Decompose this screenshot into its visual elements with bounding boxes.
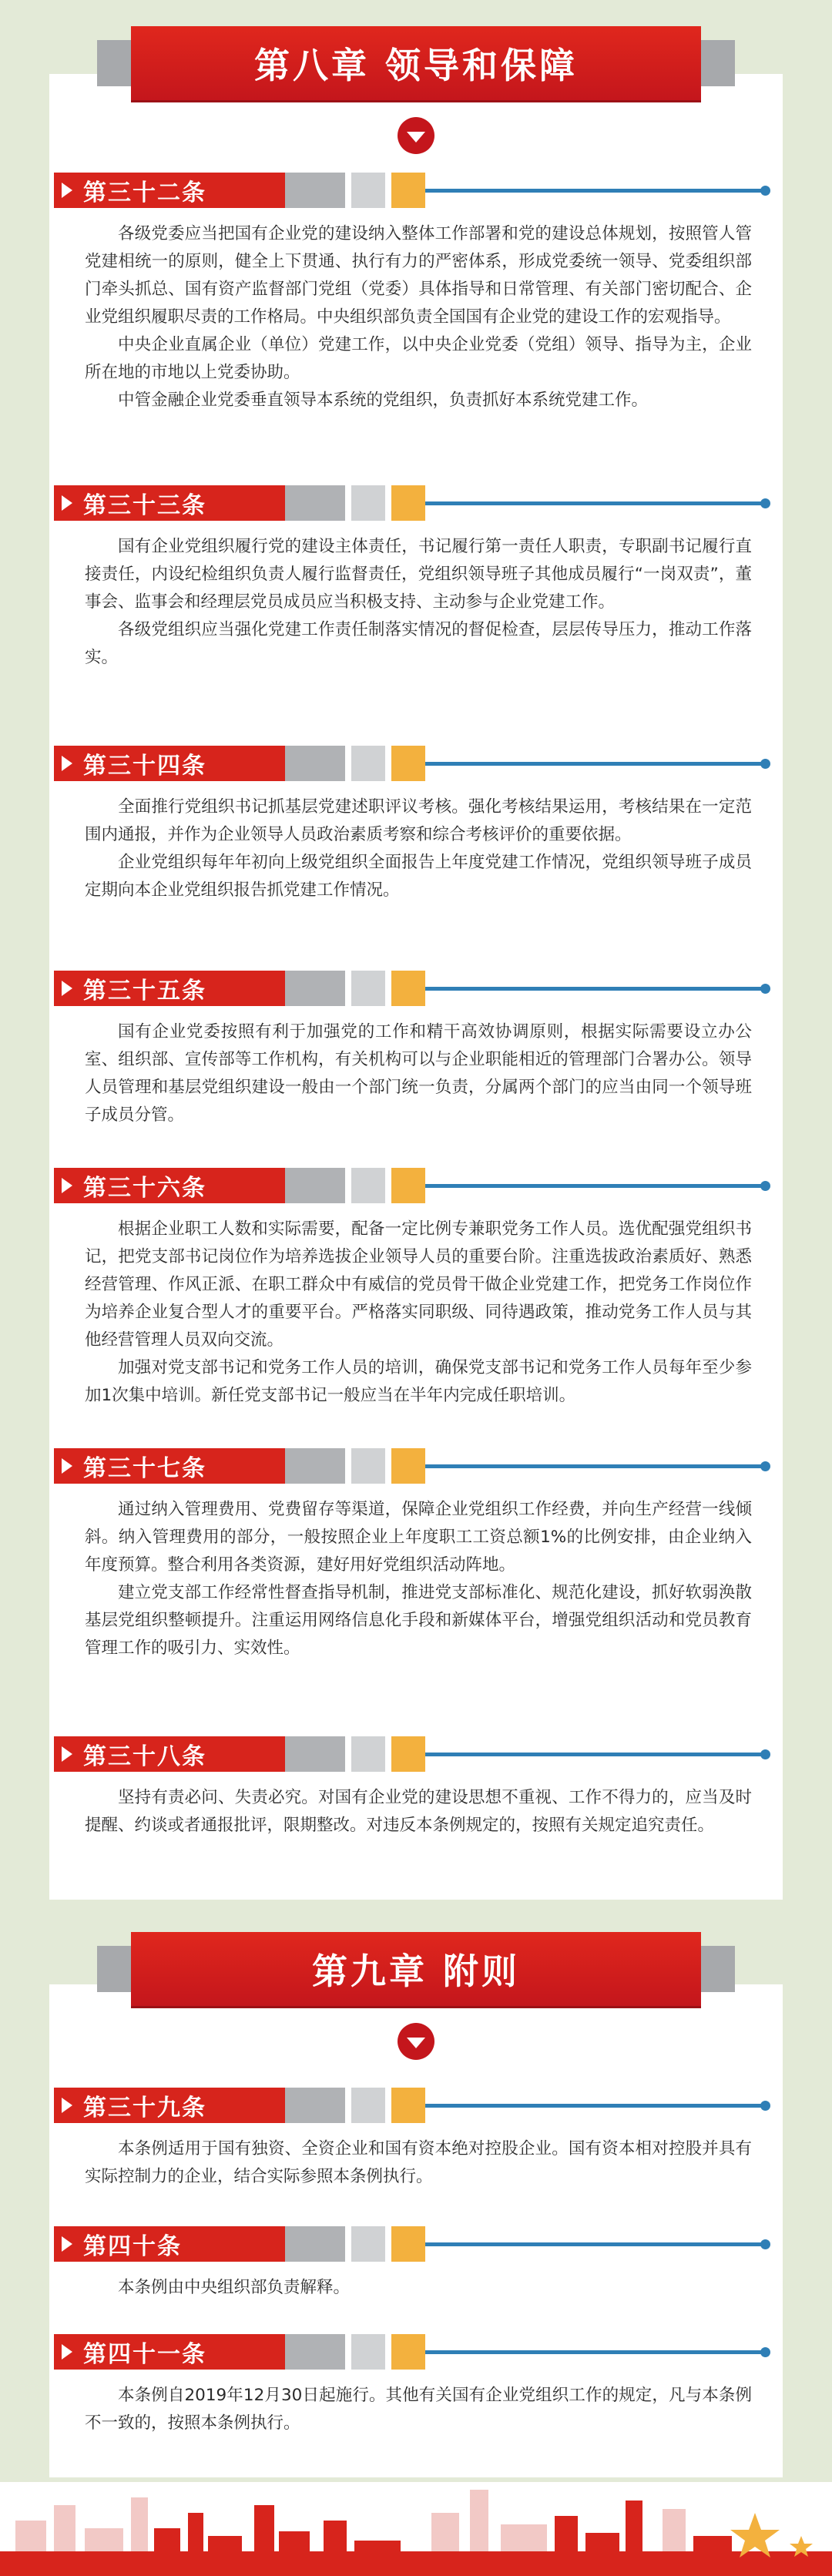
article-label: 第三十七条 <box>83 1455 206 1482</box>
triangle-icon <box>62 2344 72 2360</box>
paragraph: 中管金融企业党委垂直领导本系统的党组织，负责抓好本系统党建工作。 <box>118 391 649 410</box>
triangle-icon <box>62 495 72 511</box>
article-header-40 <box>54 2226 783 2262</box>
chapter8-title: 第八章 领导和保障 <box>253 45 578 86</box>
paragraph: 中央企业直属企业（单位）党建工作，以中央企业党委（党组）领导、指导为主，企业所在地的市地以上党委协助。 <box>85 335 752 382</box>
article-body-33 <box>85 533 752 672</box>
article-body-36 <box>85 1216 752 1410</box>
triangle-icon <box>62 1178 72 1193</box>
chapter8-banner <box>100 26 732 100</box>
article-body-40 <box>85 2274 752 2302</box>
paragraph: 加强对党支部书记和党务工作人员的培训，确保党支部书记和党务工作人员每年至少参加1次集中培训。新任党支部书记一般应当在半年内完成任职培训。 <box>85 1358 752 1405</box>
city-skyline-decoration <box>0 2482 832 2576</box>
chapter9-title: 第九章 附则 <box>311 1950 520 1992</box>
article-label: 第三十六条 <box>83 1175 206 1202</box>
paragraph: 全面推行党组织书记抓基层党建述职评议考核。强化考核结果运用，考核结果在一定范围内通报，并作为企业领导人员政治素质考察和综合考核评价的重要依据。 <box>85 797 752 844</box>
article-header-35 <box>54 971 783 1006</box>
article-body-41 <box>85 2382 752 2437</box>
article-label: 第三十三条 <box>83 492 206 519</box>
paragraph: 国有企业党委按照有利于加强党的工作和精干高效协调原则，根据实际需要设立办公室、组织部、宣传部等工作机构，有关机构可以与企业职能相近的管理部门合署办公。领导人员管理和基层党组织建设一般由一个部门统一负责，分属两个部门的应当由同一个领导班子成员分管。 <box>85 1022 752 1125</box>
article-header-37 <box>54 1448 783 1484</box>
article-header-39 <box>54 2088 783 2123</box>
triangle-icon <box>62 183 72 198</box>
article-header-34 <box>54 746 783 781</box>
article-header-32 <box>54 173 783 208</box>
article-body-37 <box>85 1496 752 1662</box>
article-body-34 <box>85 793 752 904</box>
triangle-icon <box>62 981 72 996</box>
article-label: 第三十八条 <box>83 1743 206 1770</box>
article-label: 第三十四条 <box>83 753 206 780</box>
paragraph: 企业党组织每年年初向上级党组织全面报告上年度党建工作情况，党组织领导班子成员定期向本企业党组织报告抓党建工作情况。 <box>85 853 752 900</box>
paragraph: 通过纳入管理费用、党费留存等渠道，保障企业党组织工作经费，并向生产经营一线倾斜。纳入管理费用的部分，一般按照企业上年度职工工资总额1%的比例安排，由企业纳入年度预算。整合利用各类资源，建好用好党组织活动阵地。 <box>85 1500 752 1575</box>
triangle-icon <box>62 2098 72 2113</box>
paragraph: 根据企业职工人数和实际需要，配备一定比例专兼职党务工作人员。选优配强党组织书记，把党支部书记岗位作为培养选拔企业领导人员的重要台阶。注重选拔政治素质好、熟悉经营管理、作风正派、在职工群众中有威信的党员骨干做企业党建工作，把党务工作岗位作为培养企业复合型人才的重要平台。严格落实同职级、同待遇政策，推动党务工作人员与其他经营管理人员双向交流。 <box>85 1219 752 1350</box>
article-header-33 <box>54 485 783 521</box>
article-body-32 <box>85 220 752 414</box>
paragraph: 国有企业党组织履行党的建设主体责任，书记履行第一责任人职责，专职副书记履行直接责任，内设纪检组织负责人履行监督责任，党组织领导班子其他成员履行“一岗双责”，董事会、监事会和经理层党员成员应当积极支持、主动参与企业党建工作。 <box>85 537 752 612</box>
paragraph: 各级党组织应当强化党建工作责任制落实情况的督促检查，层层传导压力，推动工作落实。 <box>85 620 752 667</box>
chevron-down-icon <box>398 117 434 154</box>
paragraph: 本条例适用于国有独资、全资企业和国有资本绝对控股企业。国有资本相对控股并具有实际控制力的企业，结合实际参照本条例执行。 <box>85 2139 752 2186</box>
triangle-icon <box>62 2236 72 2252</box>
article-header-36 <box>54 1168 783 1203</box>
chapter9-banner <box>100 1932 732 2006</box>
article-header-41 <box>54 2334 783 2370</box>
article-header-38 <box>54 1736 783 1772</box>
triangle-icon <box>62 1458 72 1474</box>
chevron-down-icon <box>398 2023 434 2060</box>
article-label: 第三十五条 <box>83 978 206 1005</box>
paragraph: 本条例自2019年12月30日起施行。其他有关国有企业党组织工作的规定，凡与本条例不一致的，按照本条例执行。 <box>85 2386 752 2433</box>
article-body-35 <box>85 1018 752 1129</box>
article-label: 第四十一条 <box>83 2341 206 2368</box>
article-label: 第三十二条 <box>83 179 206 206</box>
article-body-38 <box>85 1784 752 1840</box>
paragraph: 本条例由中央组织部负责解释。 <box>118 2278 351 2297</box>
paragraph: 各级党委应当把国有企业党的建设纳入整体工作部署和党的建设总体规划，按照管人管党建相统一的原则，健全上下贯通、执行有力的严密体系，形成党委统一领导、党委组织部门牵头抓总、国有资产监督部门党组（党委）具体指导和日常管理、有关部门密切配合、企业党组织履职尽责的工作格局。中央组织部负责全国国有企业党的建设工作的宏观指导。 <box>85 224 752 327</box>
article-label: 第三十九条 <box>83 2095 206 2122</box>
triangle-icon <box>62 1746 72 1762</box>
article-body-39 <box>85 2135 752 2191</box>
paragraph: 坚持有责必问、失责必究。对国有企业党的建设思想不重视、工作不得力的，应当及时提醒、约谈或者通报批评，限期整改。对违反本条例规定的，按照有关规定追究责任。 <box>85 1788 752 1835</box>
paragraph: 建立党支部工作经常性督查指导机制，推进党支部标准化、规范化建设，抓好软弱涣散基层党组织整顿提升。注重运用网络信息化手段和新媒体平台，增强党组织活动和党员教育管理工作的吸引力、实效性。 <box>85 1583 752 1658</box>
article-label: 第四十条 <box>83 2233 182 2260</box>
triangle-icon <box>62 756 72 771</box>
